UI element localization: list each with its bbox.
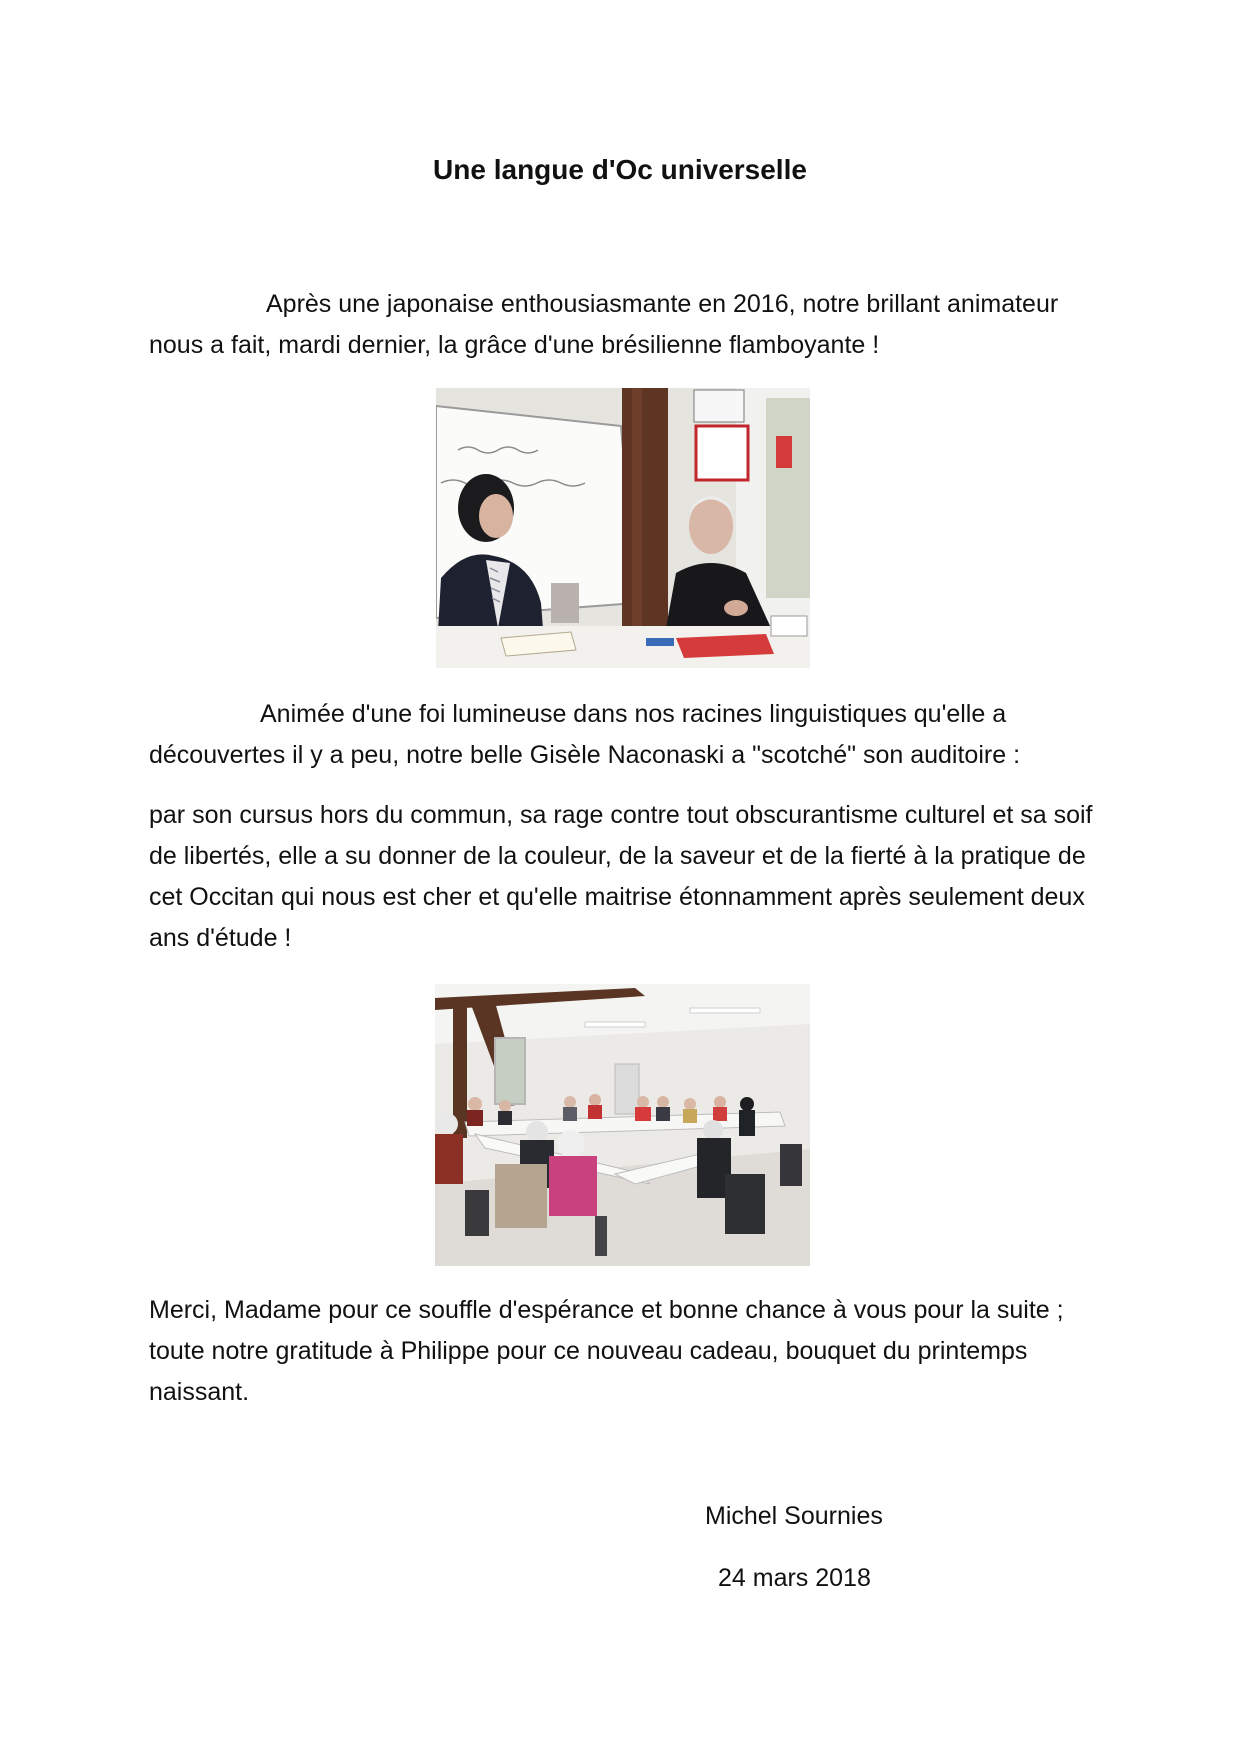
paragraph-speaker: Animée d'une foi lumineuse dans nos racines linguistiques qu'elle a découvertes il y a peu, notre belle Gisèle Naconaski a "scotché" son auditoire : <box>149 700 1021 769</box>
paragraph-intro: Après une japonaise enthousiasmante en 2016, notre brillant animateur nous a fait, mardi dernier, la grâce d'une brésilienne flamboyante ! <box>149 290 1059 359</box>
author-signature: Michel Sournies <box>705 1502 883 1530</box>
document-title: Une langue d'Oc universelle <box>433 154 807 185</box>
paragraph-cursus: par son cursus hors du commun, sa rage contre tout obscurantisme culturel et sa soif de libertés, elle a su donner de la couleur, de la saveur et de la fierté à la pratique de cet Occitan qui nous est cher et qu'elle maitrise étonnamment après seulement deux ans d'étude ! <box>149 801 1093 952</box>
photo-speakers <box>436 388 810 668</box>
document-date: 24 mars 2018 <box>718 1564 871 1592</box>
photo-audience-illustration <box>435 984 810 1266</box>
photo-speakers-illustration <box>436 388 810 668</box>
paragraph-thanks: Merci, Madame pour ce souffle d'espérance et bonne chance à vous pour la suite ; toute notre gratitude à Philippe pour ce nouveau cadeau, bouquet du printemps naissant. <box>149 1296 1064 1406</box>
photo-audience <box>435 984 810 1266</box>
